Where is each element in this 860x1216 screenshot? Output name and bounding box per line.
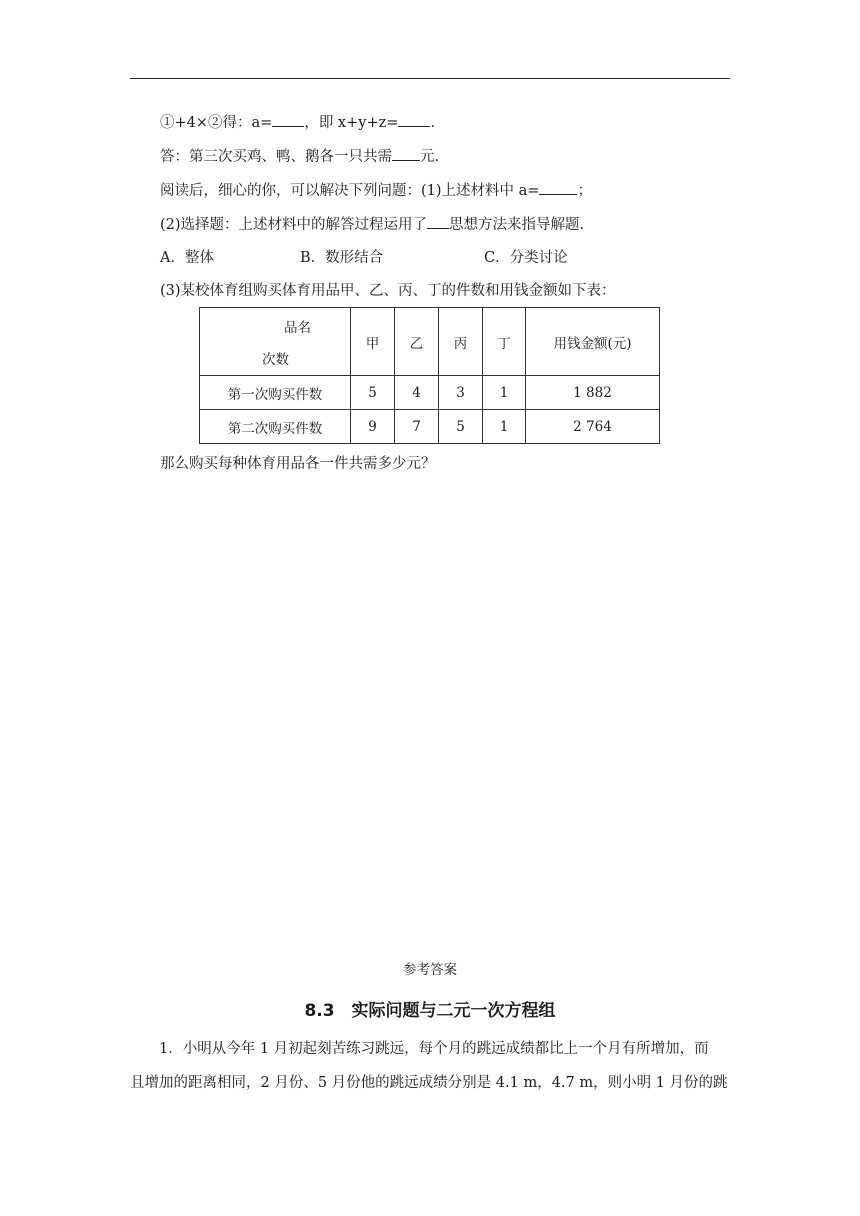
option-a[interactable]: A．整体 [160, 250, 214, 266]
option-c[interactable]: C．分类讨论 [484, 250, 568, 266]
header-jia: 甲 [351, 308, 395, 376]
header-amount: 用钱金额(元) [526, 308, 660, 376]
line-equation-sum [160, 112, 435, 133]
table-cell: 1 882 [526, 376, 660, 410]
line-question-1 [160, 180, 592, 201]
q1-text-2: 且增加的距离相同，2 月份、5 月份他的跳远成绩分别是 4.1 m，4.7 m，则小明 1 月份的跳 [130, 1075, 728, 1091]
table-cell: 3 [439, 376, 483, 410]
text-l3-b: ； [577, 183, 592, 199]
q1-text-1: 1．小明从今年 1 月初起刻苦练习跳远，每个月的跳远成绩都比上一个月有所增加，而 [159, 1041, 709, 1057]
option-b[interactable]: B．数形结合 [300, 250, 384, 266]
table-row [200, 410, 660, 444]
header-ding: 丁 [483, 308, 526, 376]
answer-key-title: 参考答案 [403, 962, 457, 978]
table-cell: 2 764 [526, 410, 660, 444]
text-l3-a: 阅读后，细心的你，可以解决下列问题：(1)上述材料中 a= [160, 183, 540, 199]
blank-q1-a[interactable] [539, 180, 577, 195]
table-row [200, 376, 660, 410]
row-label: 第一次购买件数 [200, 376, 351, 410]
table-cell: 7 [395, 410, 439, 444]
question-1-line-2 [130, 1068, 730, 1098]
text-l2-a: 答：第三次买鸡、鸭、鹅各一只共需 [160, 149, 392, 165]
line-question-2 [160, 214, 584, 235]
question-1-line-1 [130, 1034, 730, 1064]
blank-q2-method[interactable] [427, 214, 449, 229]
text-l4-a: (2)选择题：上述材料中的解答过程运用了 [160, 217, 428, 233]
purchase-table [199, 307, 660, 444]
text-l1-a: ①+4×②得：a= [160, 115, 273, 131]
blank-xyz[interactable] [398, 112, 430, 127]
corner-label-item: 品名 [284, 320, 311, 336]
text-l1-b: ，即 x+y+z= [304, 115, 399, 131]
blank-a[interactable] [272, 112, 304, 127]
row-label: 第二次购买件数 [200, 410, 351, 444]
text-l4-b: 思想方法来指导解题. [449, 217, 585, 233]
text-l7: 那么购买每种体育用品各一件共需多少元？ [160, 456, 436, 472]
table-header-row [200, 308, 660, 376]
table-cell: 4 [395, 376, 439, 410]
choice-options [160, 246, 720, 266]
table-cell: 1 [483, 376, 526, 410]
table-cell: 5 [439, 410, 483, 444]
header-rule [130, 78, 730, 79]
table-cell: 5 [351, 376, 395, 410]
line-question-3 [160, 281, 616, 301]
text-l2-b: 元. [420, 149, 440, 165]
line-answer-third-purchase [160, 146, 439, 167]
text-l1-c: . [430, 115, 436, 131]
blank-total-price[interactable] [392, 146, 420, 161]
table-corner-cell [200, 308, 351, 376]
header-bing: 丙 [439, 308, 483, 376]
corner-label-times: 次数 [262, 352, 289, 368]
header-yi: 乙 [395, 308, 439, 376]
table-cell: 1 [483, 410, 526, 444]
line-final-question [160, 454, 436, 474]
table-cell: 9 [351, 410, 395, 444]
text-l6: (3)某校体育组购买体育用品甲、乙、丙、丁的件数和用钱金额如下表： [160, 283, 616, 299]
section-title: 8.3 实际问题与二元一次方程组 [304, 1001, 556, 1021]
